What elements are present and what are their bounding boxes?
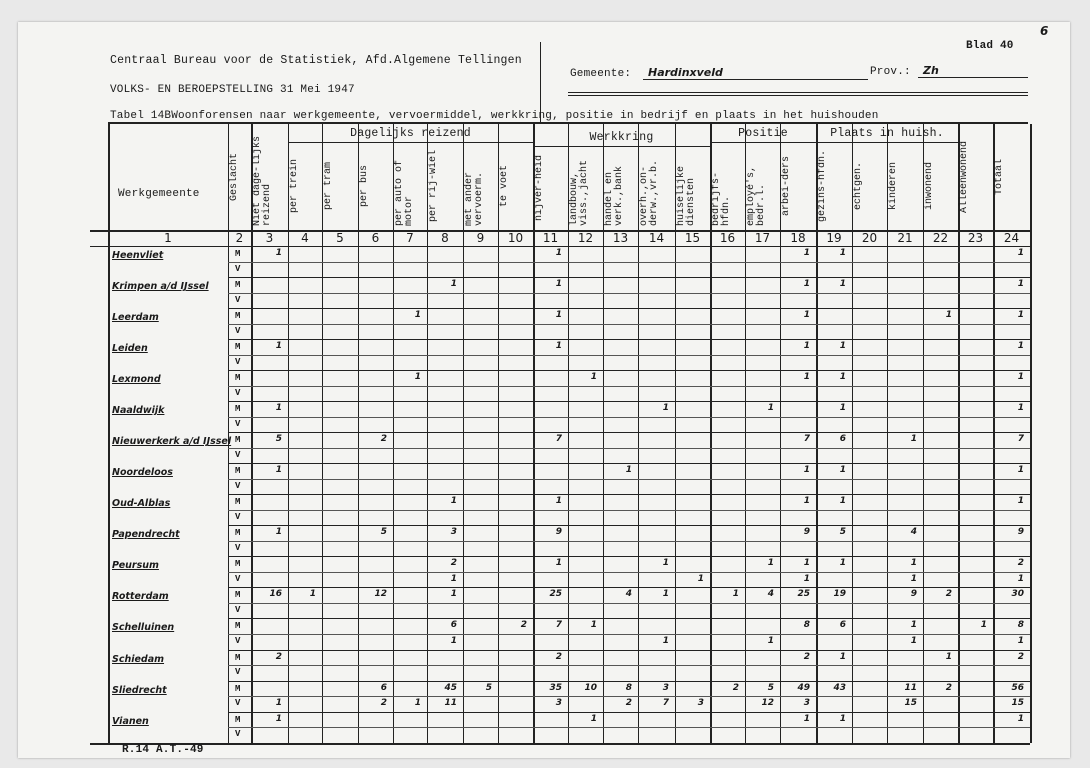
cell-value: 1 bbox=[414, 698, 421, 709]
werkgemeente-name: Peursum bbox=[112, 560, 159, 572]
column-number: 21 bbox=[897, 231, 913, 245]
cell-value: 19 bbox=[833, 589, 846, 600]
cell-value: 2 bbox=[275, 651, 282, 662]
column-rule bbox=[108, 124, 110, 743]
geslacht-m: M bbox=[235, 280, 241, 291]
column-header-overh: overh.,on-derw.,vr.b. bbox=[639, 159, 660, 226]
column-number: 7 bbox=[406, 231, 414, 245]
cell-value: 3 bbox=[697, 698, 704, 709]
row-rule bbox=[228, 401, 1030, 402]
cell-value: 4 bbox=[910, 527, 917, 538]
cell-value: 1 bbox=[1017, 341, 1024, 352]
column-header-geslacht: Geslacht bbox=[229, 153, 240, 202]
cell-value: 1 bbox=[555, 558, 562, 569]
row-rule bbox=[228, 525, 1030, 526]
cell-value: 3 bbox=[662, 682, 669, 693]
cell-value: 43 bbox=[833, 682, 846, 693]
row-rule bbox=[228, 479, 1030, 480]
column-number: 20 bbox=[861, 231, 878, 245]
group-header-positie: Positie bbox=[738, 127, 788, 140]
cell-value: 1 bbox=[1017, 403, 1024, 414]
cell-value: 1 bbox=[590, 713, 597, 724]
werkgemeente-name: Schelluinen bbox=[112, 622, 175, 634]
group-header-dagelijks: Dagelijks reizend bbox=[350, 127, 471, 140]
row-rule bbox=[228, 463, 1030, 464]
cell-value: 8 bbox=[803, 620, 810, 631]
cell-value: 12 bbox=[374, 589, 387, 600]
cell-value: 1 bbox=[910, 573, 917, 584]
cell-value: 1 bbox=[803, 372, 810, 383]
werkgemeente-name: Schiedam bbox=[112, 653, 165, 665]
cell-value: 2 bbox=[450, 558, 457, 569]
cell-value: 30 bbox=[1011, 589, 1024, 600]
werkgemeente-name: Vianen bbox=[112, 715, 149, 727]
cell-value: 4 bbox=[767, 589, 774, 600]
column-header-werkgemeente: Werkgemeente bbox=[118, 188, 200, 200]
gemeente-label: Gemeente: bbox=[570, 68, 632, 80]
cell-value: 1 bbox=[662, 636, 669, 646]
geslacht-m: M bbox=[235, 466, 241, 477]
row-rule bbox=[228, 618, 1030, 619]
number-rule bbox=[90, 246, 1030, 247]
cell-value: 1 bbox=[275, 341, 282, 352]
cell-value: 1 bbox=[275, 465, 282, 476]
cell-value: 1 bbox=[590, 620, 597, 631]
cell-value: 1 bbox=[803, 248, 810, 258]
cell-value: 7 bbox=[1017, 434, 1024, 445]
werkgemeente-name: Lexmond bbox=[112, 374, 161, 386]
cell-value: 6 bbox=[450, 620, 457, 631]
geslacht-v: V bbox=[235, 604, 241, 615]
cell-value: 8 bbox=[1017, 620, 1024, 631]
cell-value: 7 bbox=[555, 620, 562, 631]
werkgemeente-name: Papendrecht bbox=[112, 529, 180, 541]
cell-value: 1 bbox=[555, 248, 562, 258]
group-header-plaats: Plaats in huish. bbox=[830, 127, 944, 140]
cell-value: 1 bbox=[803, 310, 810, 321]
column-header-inwonend: inwonend bbox=[924, 162, 935, 211]
cell-value: 5 bbox=[767, 682, 774, 693]
cell-value: 1 bbox=[1017, 636, 1024, 646]
row-rule bbox=[228, 681, 1030, 682]
cell-value: 1 bbox=[803, 713, 810, 724]
column-header-trein: per trein bbox=[289, 159, 300, 214]
cell-value: 7 bbox=[803, 434, 810, 445]
column-number: 23 bbox=[967, 231, 984, 245]
group-rule bbox=[533, 146, 710, 147]
cell-value: 2 bbox=[625, 698, 632, 709]
cell-value: 1 bbox=[1017, 496, 1024, 507]
cell-value: 5 bbox=[380, 527, 387, 538]
cell-value: 12 bbox=[761, 698, 774, 709]
cell-value: 1 bbox=[839, 341, 846, 352]
geslacht-v: V bbox=[235, 294, 241, 305]
geslacht-v: V bbox=[235, 418, 241, 429]
row-rule bbox=[228, 665, 1030, 666]
cell-value: 1 bbox=[803, 558, 810, 569]
cell-value: 9 bbox=[555, 527, 562, 538]
cell-value: 15 bbox=[904, 698, 917, 709]
prov-label: Prov.: bbox=[870, 66, 911, 78]
page-mark: 6 bbox=[1040, 24, 1049, 38]
column-header-totaal: Totaal bbox=[994, 159, 1005, 196]
cell-value: 1 bbox=[555, 279, 562, 290]
row-rule bbox=[228, 370, 1030, 371]
geslacht-v: V bbox=[235, 542, 241, 553]
cell-value: 1 bbox=[590, 372, 597, 383]
geslacht-v: V bbox=[235, 356, 241, 367]
cell-value: 2 bbox=[520, 620, 527, 631]
cell-value: 1 bbox=[839, 465, 846, 476]
cell-value: 2 bbox=[803, 651, 810, 662]
column-header-huiselijke: huiselijke diensten bbox=[676, 165, 697, 226]
column-number: 18 bbox=[790, 231, 806, 245]
row-rule bbox=[228, 262, 1030, 263]
cell-value: 9 bbox=[910, 589, 917, 600]
geslacht-v: V bbox=[235, 667, 241, 678]
cell-value: 2 bbox=[555, 651, 562, 662]
cell-value: 1 bbox=[910, 620, 917, 631]
row-rule bbox=[228, 324, 1030, 325]
group-header-werkkring: Werkkring bbox=[589, 131, 654, 144]
row-rule bbox=[228, 634, 1030, 635]
cell-value: 2 bbox=[945, 682, 952, 693]
geslacht-m: M bbox=[235, 373, 241, 384]
geslacht-m: M bbox=[235, 590, 241, 601]
row-rule bbox=[228, 572, 1030, 573]
group-rule bbox=[710, 142, 816, 143]
column-number: 9 bbox=[476, 231, 485, 245]
werkgemeente-name: Leerdam bbox=[112, 312, 159, 324]
column-header-nijverheid: nijver-heid bbox=[534, 155, 545, 222]
cell-value: 1 bbox=[1017, 372, 1024, 383]
cell-value: 1 bbox=[803, 465, 810, 476]
cell-value: 1 bbox=[414, 310, 421, 321]
cell-value: 1 bbox=[450, 496, 457, 507]
column-number: 19 bbox=[826, 231, 842, 245]
cell-value: 2 bbox=[1017, 651, 1024, 662]
cell-value: 1 bbox=[555, 341, 562, 352]
werkgemeente-name: Sliedrecht bbox=[112, 684, 167, 696]
row-rule bbox=[228, 494, 1030, 495]
geslacht-v: V bbox=[235, 480, 241, 491]
cell-value: 1 bbox=[275, 713, 282, 724]
cell-value: 1 bbox=[910, 636, 917, 646]
row-rule bbox=[228, 277, 1030, 278]
column-header-echtgen: echtgen. bbox=[853, 162, 864, 211]
geslacht-m: M bbox=[235, 528, 241, 539]
column-header-gezinshfdn: gezins-hfdn. bbox=[817, 150, 828, 223]
row-rule bbox=[228, 541, 1030, 542]
cell-value: 1 bbox=[732, 589, 739, 600]
column-header-rijwiel: per rij-wiel bbox=[428, 150, 439, 223]
geslacht-v: V bbox=[235, 511, 241, 522]
cell-value: 1 bbox=[803, 341, 810, 352]
column-header-bus: per bus bbox=[359, 165, 370, 208]
column-header-voet: te voet bbox=[499, 165, 510, 208]
row-rule bbox=[228, 743, 1030, 744]
cell-value: 25 bbox=[549, 589, 562, 600]
row-rule bbox=[228, 355, 1030, 356]
cell-value: 6 bbox=[839, 434, 846, 445]
row-rule bbox=[228, 308, 1030, 309]
cell-value: 1 bbox=[980, 620, 987, 631]
cell-value: 5 bbox=[839, 527, 846, 538]
cell-value: 1 bbox=[275, 248, 282, 258]
cell-value: 1 bbox=[839, 372, 846, 383]
cell-value: 1 bbox=[1017, 573, 1024, 584]
column-header-ander: met ander vervoerm. bbox=[464, 171, 485, 226]
column-number: 24 bbox=[1003, 231, 1020, 245]
cell-value: 1 bbox=[767, 558, 774, 569]
cell-value: 2 bbox=[732, 682, 739, 693]
werkgemeente-name: Naaldwijk bbox=[112, 405, 165, 417]
column-number: 15 bbox=[684, 231, 701, 245]
cell-value: 2 bbox=[380, 698, 387, 709]
cell-value: 1 bbox=[945, 651, 952, 662]
cell-value: 9 bbox=[1017, 527, 1024, 538]
cell-value: 2 bbox=[380, 434, 387, 445]
cell-value: 1 bbox=[414, 372, 421, 383]
cell-value: 6 bbox=[839, 620, 846, 631]
cell-value: 10 bbox=[584, 682, 597, 693]
cell-value: 1 bbox=[1017, 279, 1024, 290]
geslacht-m: M bbox=[235, 652, 241, 663]
geslacht-v: V bbox=[235, 573, 241, 584]
geslacht-v: V bbox=[235, 449, 241, 460]
werkgemeente-name: Oud-Alblas bbox=[112, 498, 171, 510]
cell-value: 1 bbox=[450, 279, 457, 290]
werkgemeente-name: Krimpen a/d IJssel bbox=[112, 281, 209, 293]
cell-value: 1 bbox=[1017, 713, 1024, 724]
row-rule bbox=[228, 650, 1030, 651]
column-number: 10 bbox=[507, 231, 524, 245]
cell-value: 1 bbox=[275, 527, 282, 538]
column-header-handel: handel en verk.,bank bbox=[604, 165, 625, 226]
column-number: 11 bbox=[542, 231, 559, 245]
cell-value: 6 bbox=[380, 682, 387, 693]
row-rule bbox=[228, 727, 1030, 728]
column-header-employes: employé's, bedr.l. bbox=[746, 165, 767, 226]
cell-value: 1 bbox=[555, 310, 562, 321]
sheet-label: Blad 40 bbox=[966, 40, 1014, 52]
cell-value: 3 bbox=[450, 527, 457, 538]
row-rule bbox=[228, 339, 1030, 340]
cell-value: 1 bbox=[450, 636, 457, 646]
cell-value: 7 bbox=[555, 434, 562, 445]
geslacht-v: V bbox=[235, 729, 241, 740]
column-number: 12 bbox=[577, 231, 594, 245]
cell-value: 25 bbox=[797, 589, 810, 600]
row-rule bbox=[228, 386, 1030, 387]
column-header-bedrijfshfdn: bedrijfs-hfdn. bbox=[711, 171, 732, 226]
cell-value: 16 bbox=[269, 589, 282, 600]
row-rule bbox=[228, 510, 1030, 511]
row-rule bbox=[228, 712, 1030, 713]
row-rule bbox=[228, 417, 1030, 418]
cell-value: 1 bbox=[803, 496, 810, 507]
cell-value: 1 bbox=[1017, 248, 1024, 258]
column-number: 16 bbox=[719, 231, 736, 245]
cell-value: 11 bbox=[904, 682, 917, 693]
geslacht-v: V bbox=[235, 325, 241, 336]
geslacht-m: M bbox=[235, 497, 241, 508]
geslacht-v: V bbox=[235, 387, 241, 398]
cell-value: 1 bbox=[625, 465, 632, 476]
werkgemeente-name: Nieuwerkerk a/d IJssel bbox=[112, 436, 232, 448]
geslacht-m: M bbox=[235, 714, 241, 725]
geslacht-m: M bbox=[235, 621, 241, 632]
column-header-tram: per tram bbox=[323, 162, 334, 211]
cell-value: 11 bbox=[444, 698, 457, 709]
geslacht-m: M bbox=[235, 311, 241, 322]
column-number: 4 bbox=[301, 231, 309, 245]
cell-value: 2 bbox=[945, 589, 952, 600]
prov-value: Zh bbox=[923, 64, 939, 77]
footer-code: R.14 A.T.-49 bbox=[122, 744, 204, 756]
geslacht-m: M bbox=[235, 404, 241, 415]
werkgemeente-name: Heenvliet bbox=[112, 250, 164, 261]
cell-value: 1 bbox=[275, 698, 282, 709]
werkgemeente-name: Leiden bbox=[112, 343, 148, 355]
column-rule bbox=[1030, 124, 1032, 743]
row-rule bbox=[228, 293, 1030, 294]
cell-value: 1 bbox=[839, 279, 846, 290]
cell-value: 1 bbox=[662, 558, 669, 569]
geslacht-m: M bbox=[235, 559, 241, 570]
cell-value: 56 bbox=[1011, 682, 1024, 693]
cell-value: 1 bbox=[697, 573, 704, 584]
werkgemeente-name: Noordeloos bbox=[112, 467, 173, 479]
cell-value: 15 bbox=[1011, 698, 1024, 709]
cell-value: 1 bbox=[839, 558, 846, 569]
cell-value: 1 bbox=[839, 248, 846, 258]
cell-value: 1 bbox=[1017, 310, 1024, 321]
column-number: 22 bbox=[932, 231, 949, 245]
cell-value: 1 bbox=[803, 573, 810, 584]
cell-value: 1 bbox=[767, 636, 774, 646]
cell-value: 45 bbox=[444, 682, 457, 693]
geslacht-m: M bbox=[235, 435, 241, 446]
cell-value: 3 bbox=[803, 698, 810, 709]
geslacht-v: V bbox=[235, 263, 241, 274]
column-header-landbouw: landbouw, viss.,jacht bbox=[569, 159, 590, 226]
cell-value: 1 bbox=[275, 403, 282, 414]
cell-value: 1 bbox=[910, 558, 917, 569]
cell-value: 1 bbox=[839, 651, 846, 662]
gemeente-value: Hardinxveld bbox=[648, 66, 723, 79]
row-rule bbox=[228, 603, 1030, 604]
column-number: 14 bbox=[648, 231, 665, 245]
bureau-title: Centraal Bureau voor de Statistiek, Afd.Algemene Tellingen bbox=[110, 54, 522, 67]
column-number: 8 bbox=[441, 231, 449, 245]
group-rule bbox=[288, 142, 533, 143]
census-title: VOLKS- EN BEROEPSTELLING 31 Mei 1947 bbox=[110, 84, 355, 96]
cell-value: 4 bbox=[625, 589, 632, 600]
group-rule bbox=[816, 142, 958, 143]
cell-value: 5 bbox=[275, 434, 282, 445]
column-header-kinderen: kinderen bbox=[888, 162, 899, 211]
row-rule bbox=[228, 432, 1030, 433]
cell-value: 1 bbox=[555, 496, 562, 507]
cell-value: 1 bbox=[309, 589, 316, 600]
cell-value: 1 bbox=[839, 713, 846, 724]
table-title: Tabel 14BWoonforensen naar werkgemeente, vervoermiddel, werkkring, positie in bedrijf en plaats in het huishouden bbox=[110, 110, 879, 122]
column-header-auto: per auto of motor bbox=[394, 159, 415, 226]
cell-value: 1 bbox=[450, 573, 457, 584]
cell-value: 1 bbox=[662, 589, 669, 600]
cell-value: 9 bbox=[803, 527, 810, 538]
cell-value: 1 bbox=[450, 589, 457, 600]
cell-value: 49 bbox=[797, 682, 810, 693]
column-number: 1 bbox=[164, 231, 172, 245]
column-number: 17 bbox=[754, 231, 771, 245]
geslacht-m: M bbox=[235, 683, 241, 694]
cell-value: 1 bbox=[839, 403, 846, 414]
row-rule bbox=[228, 448, 1030, 449]
cell-value: 3 bbox=[555, 698, 562, 709]
column-header-arbeiders: arbei-ders bbox=[781, 156, 792, 217]
cell-value: 1 bbox=[662, 403, 669, 414]
column-number: 6 bbox=[371, 231, 380, 245]
cell-value: 1 bbox=[1017, 465, 1024, 476]
cell-value: 35 bbox=[549, 682, 562, 693]
geslacht-v: V bbox=[235, 698, 241, 709]
cell-value: 5 bbox=[485, 682, 492, 693]
geslacht-v: V bbox=[235, 636, 241, 646]
column-header-alleenwonend: Alleenwonend bbox=[959, 141, 970, 214]
werkgemeente-name: Rotterdam bbox=[112, 591, 169, 603]
column-number: 5 bbox=[336, 231, 344, 245]
cell-value: 8 bbox=[625, 682, 632, 693]
column-number: 2 bbox=[235, 231, 244, 245]
geslacht-m: M bbox=[235, 342, 241, 353]
column-number: 3 bbox=[265, 231, 274, 245]
cell-value: 2 bbox=[1017, 558, 1024, 569]
cell-value: 7 bbox=[662, 698, 669, 709]
row-rule bbox=[228, 696, 1030, 697]
cell-value: 1 bbox=[767, 403, 774, 414]
column-number: 13 bbox=[612, 231, 629, 245]
row-rule bbox=[228, 587, 1030, 588]
column-header-niet_dagelijks: Niet dage-lijks reizend bbox=[252, 135, 273, 226]
cell-value: 1 bbox=[910, 434, 917, 445]
census-sheet bbox=[18, 22, 1070, 758]
row-rule bbox=[228, 556, 1030, 557]
cell-value: 1 bbox=[839, 496, 846, 507]
cell-value: 1 bbox=[945, 310, 952, 321]
geslacht-m: M bbox=[235, 249, 241, 259]
cell-value: 1 bbox=[803, 279, 810, 290]
